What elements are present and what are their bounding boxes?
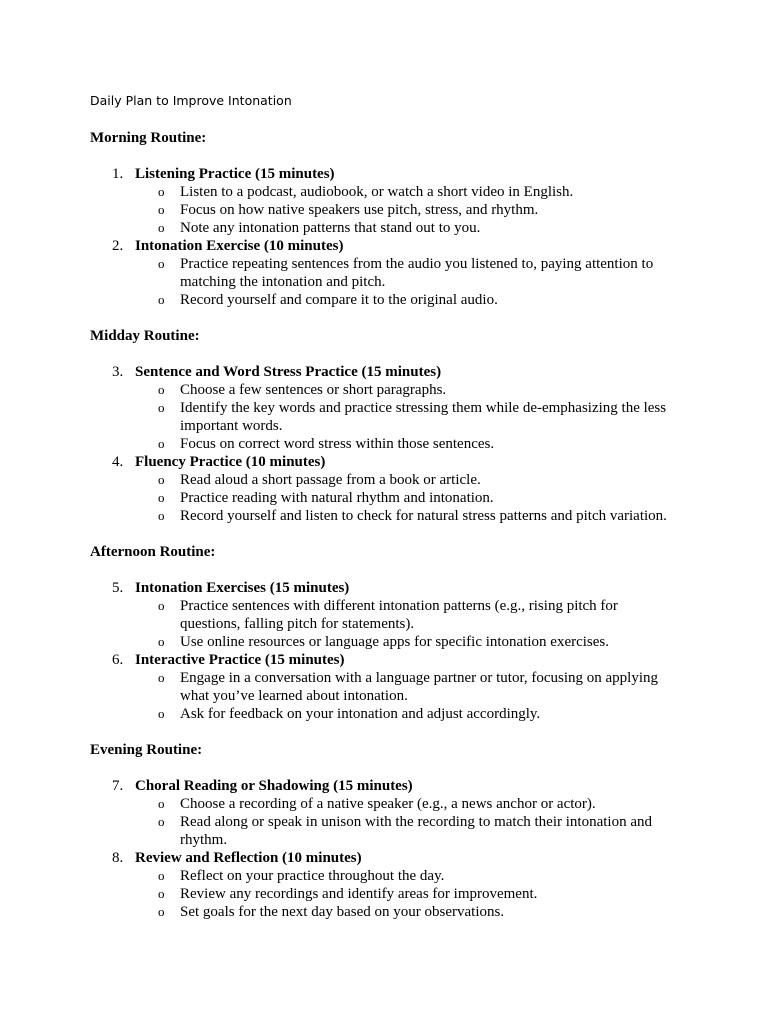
bullet-item bbox=[90, 471, 680, 489]
section-heading: Midday Routine: bbox=[90, 328, 200, 344]
bullet-item bbox=[90, 867, 680, 885]
bullet-text: Read along or speak in unison with the recording to match their intonation and rhythm. bbox=[180, 814, 652, 848]
list-item-title: Intonation Exercise (10 minutes) bbox=[135, 238, 344, 254]
section-heading: Evening Routine: bbox=[90, 742, 203, 758]
list-item-heading bbox=[90, 165, 680, 183]
bullet-list bbox=[90, 795, 680, 849]
section-heading: Afternoon Routine: bbox=[90, 544, 216, 560]
bullet-circle-icon: o bbox=[158, 706, 165, 721]
bullet-item bbox=[90, 597, 680, 633]
bullet-circle-icon: o bbox=[158, 886, 165, 901]
bullet-circle-icon: o bbox=[158, 292, 165, 307]
list-item bbox=[90, 363, 680, 453]
list-item bbox=[90, 651, 680, 723]
bullet-circle-icon: o bbox=[158, 490, 165, 505]
bullet-list bbox=[90, 381, 680, 453]
list-item-number: 5. bbox=[112, 580, 124, 596]
bullet-circle-icon: o bbox=[158, 436, 165, 451]
list-item-number: 6. bbox=[112, 652, 124, 668]
bullet-list bbox=[90, 471, 680, 525]
bullet-item bbox=[90, 399, 680, 435]
bullet-text: Ask for feedback on your intonation and adjust accordingly. bbox=[180, 706, 541, 722]
numbered-list bbox=[90, 165, 680, 309]
list-item bbox=[90, 849, 680, 921]
list-item-title: Sentence and Word Stress Practice (15 minutes) bbox=[135, 364, 442, 380]
bullet-circle-icon: o bbox=[158, 868, 165, 883]
list-item-heading bbox=[90, 453, 680, 471]
list-item-title: Choral Reading or Shadowing (15 minutes) bbox=[135, 778, 413, 794]
list-item bbox=[90, 237, 680, 309]
bullet-circle-icon: o bbox=[158, 670, 165, 685]
bullet-circle-icon: o bbox=[158, 382, 165, 397]
document-body bbox=[90, 129, 680, 921]
list-item-number: 3. bbox=[112, 364, 124, 380]
bullet-item bbox=[90, 435, 680, 453]
bullet-text: Record yourself and listen to check for natural stress patterns and pitch variation. bbox=[180, 508, 667, 524]
bullet-item bbox=[90, 291, 680, 309]
document-page bbox=[90, 92, 680, 921]
bullet-item bbox=[90, 813, 680, 849]
document-title: Daily Plan to Improve Intonation bbox=[90, 93, 292, 108]
bullet-item bbox=[90, 255, 680, 291]
bullet-text: Read aloud a short passage from a book or article. bbox=[180, 472, 481, 488]
list-item-title: Review and Reflection (10 minutes) bbox=[135, 850, 362, 866]
bullet-text: Practice repeating sentences from the audio you listened to, paying attention to matching the intonation and pitch. bbox=[180, 256, 654, 290]
bullet-text: Focus on correct word stress within those sentences. bbox=[180, 436, 495, 452]
bullet-circle-icon: o bbox=[158, 256, 165, 271]
bullet-item bbox=[90, 705, 680, 723]
list-item bbox=[90, 453, 680, 525]
bullet-circle-icon: o bbox=[158, 814, 165, 829]
bullet-text: Listen to a podcast, audiobook, or watch a short video in English. bbox=[180, 184, 574, 200]
bullet-item bbox=[90, 669, 680, 705]
bullet-text: Choose a recording of a native speaker (e.g., a news anchor or actor). bbox=[180, 796, 596, 812]
list-item-title: Listening Practice (15 minutes) bbox=[135, 166, 335, 182]
list-item-number: 4. bbox=[112, 454, 124, 470]
bullet-text: Review any recordings and identify areas for improvement. bbox=[180, 886, 538, 902]
bullet-circle-icon: o bbox=[158, 202, 165, 217]
list-item-title: Intonation Exercises (15 minutes) bbox=[135, 580, 350, 596]
list-item-heading bbox=[90, 363, 680, 381]
routine-section bbox=[90, 741, 680, 921]
bullet-circle-icon: o bbox=[158, 904, 165, 919]
list-item-number: 1. bbox=[112, 166, 124, 182]
bullet-text: Record yourself and compare it to the original audio. bbox=[180, 292, 498, 308]
list-item-number: 2. bbox=[112, 238, 124, 254]
bullet-circle-icon: o bbox=[158, 472, 165, 487]
routine-section bbox=[90, 129, 680, 309]
numbered-list bbox=[90, 579, 680, 723]
bullet-text: Focus on how native speakers use pitch, stress, and rhythm. bbox=[180, 202, 539, 218]
bullet-circle-icon: o bbox=[158, 634, 165, 649]
routine-section bbox=[90, 327, 680, 525]
list-item-number: 8. bbox=[112, 850, 124, 866]
bullet-text: Identify the key words and practice stressing them while de-emphasizing the less important words. bbox=[180, 400, 667, 434]
bullet-item bbox=[90, 507, 680, 525]
spacer bbox=[90, 759, 680, 777]
bullet-list bbox=[90, 183, 680, 237]
list-item-heading bbox=[90, 777, 680, 795]
bullet-text: Practice reading with natural rhythm and intonation. bbox=[180, 490, 494, 506]
bullet-list bbox=[90, 867, 680, 921]
bullet-item bbox=[90, 633, 680, 651]
bullet-circle-icon: o bbox=[158, 400, 165, 415]
bullet-item bbox=[90, 795, 680, 813]
bullet-item bbox=[90, 885, 680, 903]
bullet-text: Note any intonation patterns that stand out to you. bbox=[180, 220, 481, 236]
list-item bbox=[90, 165, 680, 237]
bullet-circle-icon: o bbox=[158, 598, 165, 613]
list-item bbox=[90, 777, 680, 849]
bullet-list bbox=[90, 597, 680, 651]
list-item-title: Interactive Practice (15 minutes) bbox=[135, 652, 345, 668]
list-item-heading bbox=[90, 849, 680, 867]
list-item-heading bbox=[90, 651, 680, 669]
list-item-number: 7. bbox=[112, 778, 124, 794]
bullet-item bbox=[90, 201, 680, 219]
bullet-item bbox=[90, 489, 680, 507]
bullet-list bbox=[90, 669, 680, 723]
bullet-item bbox=[90, 183, 680, 201]
bullet-text: Choose a few sentences or short paragraphs. bbox=[180, 382, 447, 398]
list-item-heading bbox=[90, 579, 680, 597]
spacer bbox=[90, 147, 680, 165]
list-item-title: Fluency Practice (10 minutes) bbox=[135, 454, 326, 470]
numbered-list bbox=[90, 363, 680, 525]
bullet-circle-icon: o bbox=[158, 184, 165, 199]
list-item bbox=[90, 579, 680, 651]
list-item-heading bbox=[90, 237, 680, 255]
bullet-text: Use online resources or language apps for specific intonation exercises. bbox=[180, 634, 610, 650]
bullet-text: Practice sentences with different intonation patterns (e.g., rising pitch for questions, falling pitch for statements). bbox=[180, 598, 618, 632]
bullet-item bbox=[90, 381, 680, 399]
bullet-item bbox=[90, 903, 680, 921]
numbered-list bbox=[90, 777, 680, 921]
spacer bbox=[90, 345, 680, 363]
bullet-circle-icon: o bbox=[158, 508, 165, 523]
bullet-text: Set goals for the next day based on your observations. bbox=[180, 904, 505, 920]
bullet-list bbox=[90, 255, 680, 309]
bullet-circle-icon: o bbox=[158, 220, 165, 235]
routine-section bbox=[90, 543, 680, 723]
bullet-circle-icon: o bbox=[158, 796, 165, 811]
bullet-text: Engage in a conversation with a language partner or tutor, focusing on applying what you’ve learned about intonation. bbox=[180, 670, 659, 704]
bullet-item bbox=[90, 219, 680, 237]
section-heading: Morning Routine: bbox=[90, 130, 207, 146]
spacer bbox=[90, 561, 680, 579]
bullet-text: Reflect on your practice throughout the day. bbox=[180, 868, 445, 884]
